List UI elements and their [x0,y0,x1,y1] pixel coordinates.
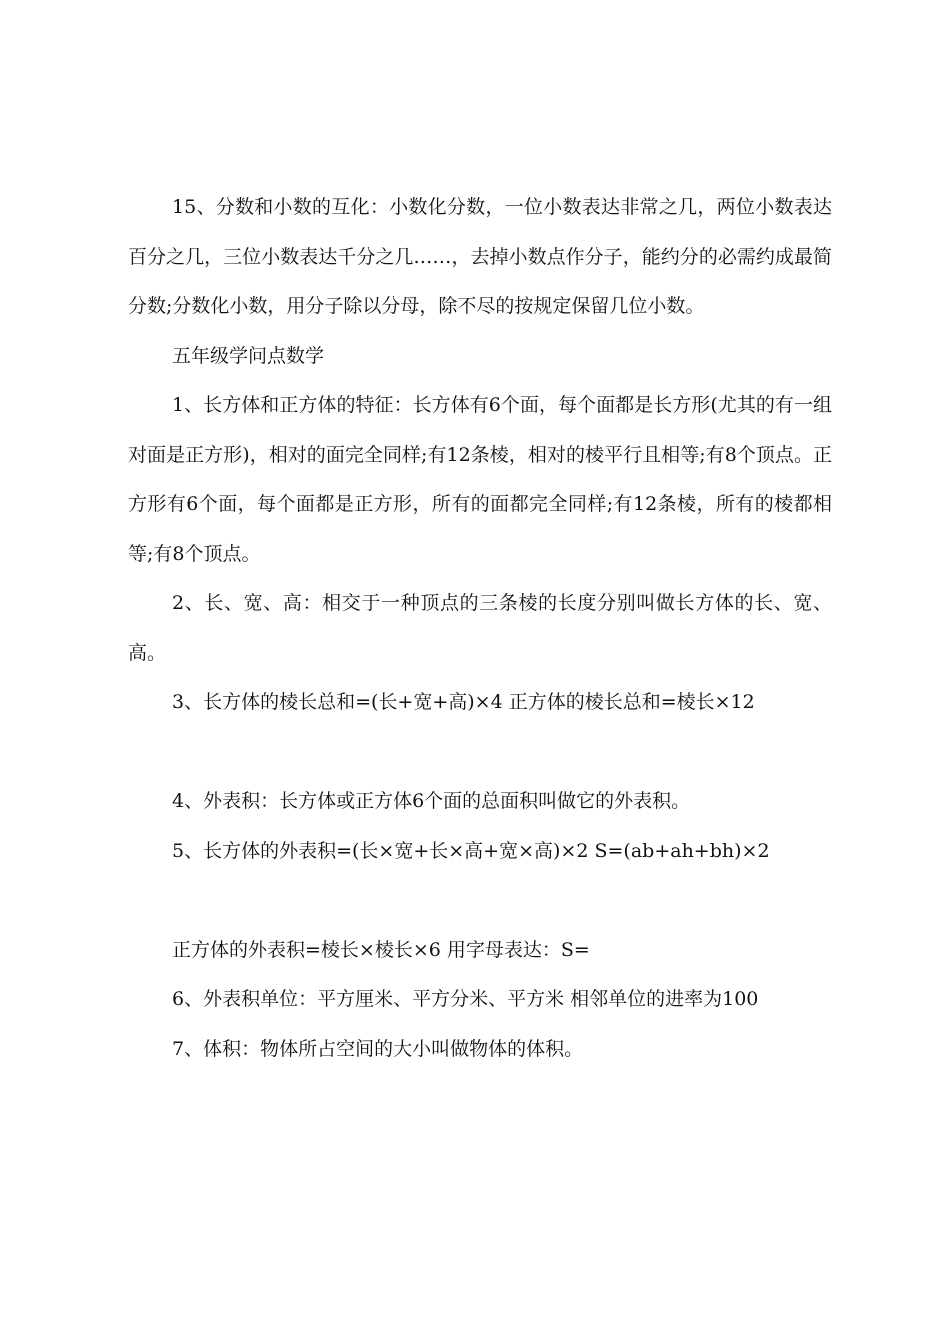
paragraph-volume-definition: 7、体积：物体所占空间的大小叫做物体的体积。 [172,1037,584,1060]
paragraph-surface-area-definition: 4、外表积：长方体或正方体6个面的总面积叫做它的外表积。 [172,790,691,812]
paragraph-cuboid-cube-features: 1、长方体和正方体的特征：长方体有6个面，每个面都是长方形(尤其的有一组对面是正方形)，相对的面完全同样;有12条棱，相对的棱平行且相等;有8个顶点。正方形有6个面，每个面都是正方形，所有的面都完全同样;有12条棱，所有的棱都相等;有8个顶点。 [128,394,832,565]
paragraph-cube-surface-area-formula: 正方体的外表积=棱长×棱长×6 用字母表达：S= [172,938,590,961]
document-body [128,183,832,1074]
paragraph-edge-length-sum: 3、长方体的棱长总和=(长+宽+高)×4 正方体的棱长总和=棱长×12 [172,691,755,713]
paragraph-fraction-decimal-conversion: 15、分数和小数的互化：小数化分数，一位小数表达非常之几，两位小数表达百分之几，三位小数表达千分之几……，去掉小数点作分子，能约分的必需约成最简分数;分数化小数，用分子除以分母，除不尽的按规定保留几位小数。 [128,196,832,317]
blank-line [128,728,832,778]
blank-line [128,876,832,926]
paragraph-surface-area-units: 6、外表积单位：平方厘米、平方分米、平方米 相邻单位的进率为100 [172,988,759,1010]
paragraph-length-width-height: 2、长、宽、高：相交于一种顶点的三条棱的长度分别叫做长方体的长、宽、高。 [128,592,832,664]
paragraph-cuboid-surface-area-formula: 5、长方体的外表积=(长×宽+长×高+宽×高)×2 S=(ab+ah+bh)×2 [172,839,770,862]
section-heading: 五年级学问点数学 [172,344,325,367]
